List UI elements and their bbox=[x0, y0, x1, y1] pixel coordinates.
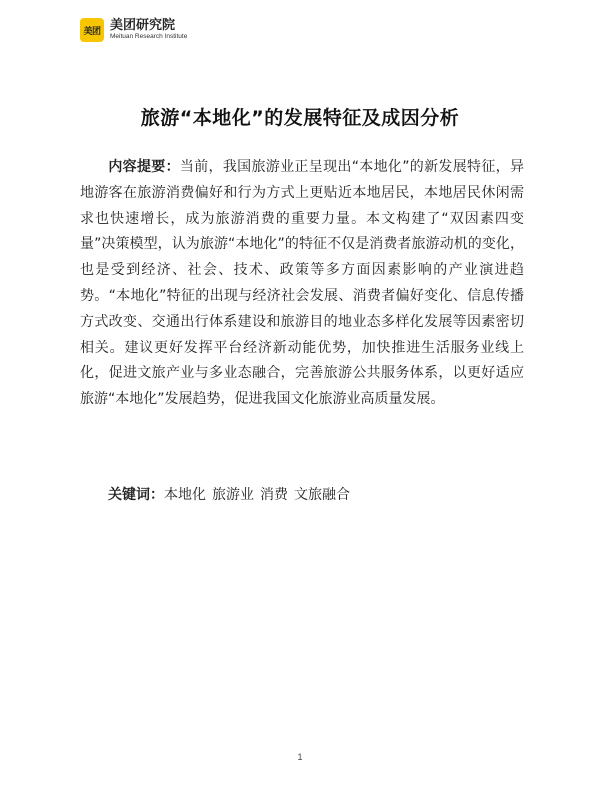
abstract-text: 当前，我国旅游业正呈现出“本地化”的新发展特征，异地游客在旅游消费偏好和行为方式上更贴近本地居民，本地居民休闲需求也快速增长，成为旅游消费的重要力量。本文构建了“双因素四变量”决策模型，认为旅游“本地化”的特征不仅是消费者旅游动机的变化，也是受到经济、社会、技术、政策等多方面因素影响的产业演进趋势。“本地化”特征的出现与经济社会发展、消费者偏好变化、信息传播方式改变、交通出行体系建设和旅游目的地业态多样化发展等因素密切相关。建议更好发挥平台经济新动能优势，加快推进生活服务业线上化，促进文旅产业与多业态融合，完善旅游公共服务体系，以更好适应旅游“本地化”发展趋势，促进我国文化旅游业高质量发展。 bbox=[80, 159, 524, 408]
abstract-label: 内容提要： bbox=[108, 159, 180, 175]
brand-logo bbox=[80, 18, 187, 42]
keyword: 文旅融合 bbox=[294, 487, 350, 503]
keyword: 旅游业 bbox=[212, 487, 254, 503]
brand-name-cn: 美团研究院 bbox=[110, 18, 176, 34]
keywords-label: 关键词： bbox=[108, 487, 164, 503]
meituan-logo-badge: 美团 bbox=[80, 18, 104, 42]
document-title: 旅游“本地化”的发展特征及成因分析 bbox=[140, 107, 460, 129]
keywords-section bbox=[108, 483, 356, 507]
keyword: 本地化 bbox=[164, 487, 206, 503]
abstract-section bbox=[80, 155, 524, 413]
page-number: 1 bbox=[297, 752, 303, 762]
brand-text bbox=[110, 19, 187, 41]
brand-name-en: Meituan Research Institute bbox=[110, 33, 188, 41]
abstract-paragraph bbox=[80, 155, 524, 413]
keyword: 消费 bbox=[260, 487, 288, 503]
